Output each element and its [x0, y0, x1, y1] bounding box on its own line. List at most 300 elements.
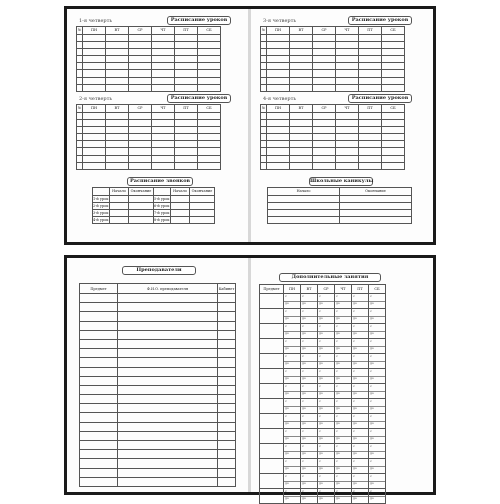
table-row [80, 367, 236, 376]
table-cell [83, 112, 106, 119]
table-cell [83, 34, 106, 41]
from-mark: с [285, 473, 287, 478]
time-range-marks [318, 324, 334, 338]
table-cell [129, 77, 152, 84]
table-cell [382, 84, 405, 91]
time-range-marks [335, 399, 351, 413]
table-cell [336, 162, 359, 169]
table-row [260, 414, 386, 429]
table-cell [198, 155, 221, 162]
teachers-title: Преподаватели [122, 266, 196, 275]
table-cell [218, 339, 236, 348]
table-cell [190, 209, 215, 216]
table-cell: СР [313, 105, 336, 113]
from-mark: с [353, 323, 355, 328]
table-cell [336, 70, 359, 77]
table-cell [152, 48, 175, 55]
table-cell [260, 414, 284, 429]
to-mark: до [353, 316, 357, 320]
table-cell [218, 321, 236, 330]
table-cell [83, 134, 106, 141]
from-mark: с [336, 398, 338, 403]
table-cell [359, 148, 382, 155]
table-cell: СР [313, 27, 336, 35]
table-header-row [261, 27, 405, 35]
time-range-marks [318, 339, 334, 353]
table-cell [175, 77, 198, 84]
time-range-marks [318, 309, 334, 323]
grid [92, 187, 215, 224]
table-cell [359, 112, 382, 119]
table-cell [106, 155, 129, 162]
time-range-marks [352, 399, 368, 413]
table-cell [198, 126, 221, 133]
table-cell [118, 468, 218, 477]
time-range-marks [301, 294, 317, 308]
table-row [77, 134, 221, 141]
from-mark: с [319, 353, 321, 358]
extra-title: Дополнительные занятия [279, 273, 381, 282]
time-range-marks [335, 384, 351, 398]
table-cell [83, 41, 106, 48]
from-mark: с [302, 353, 304, 358]
schedule-page-left [67, 9, 249, 242]
table-row [261, 112, 405, 119]
table-cell [175, 162, 198, 169]
schedule-table-2 [76, 104, 221, 170]
time-range-marks [335, 414, 351, 428]
time-range-marks [352, 354, 368, 368]
table-cell [267, 63, 290, 70]
table-cell [336, 41, 359, 48]
from-mark: с [336, 353, 338, 358]
table-cell [268, 209, 340, 216]
table-row [261, 34, 405, 41]
grid [76, 104, 221, 170]
table-cell [313, 77, 336, 84]
table-cell [129, 41, 152, 48]
table-cell [313, 134, 336, 141]
table-cell [313, 112, 336, 119]
time-range-marks [301, 429, 317, 443]
table-cell [171, 217, 190, 224]
to-mark: до [319, 481, 323, 485]
table-cell [359, 70, 382, 77]
table-cell [80, 431, 118, 440]
table-cell: ВТ [301, 285, 318, 294]
table-cell [352, 369, 369, 384]
time-range-marks [318, 369, 334, 383]
table-cell [80, 404, 118, 413]
time-range-marks [369, 489, 385, 503]
time-range-marks [352, 429, 368, 443]
table-cell [198, 134, 221, 141]
from-mark: с [285, 428, 287, 433]
table-cell [359, 84, 382, 91]
table-row [260, 369, 386, 384]
table-cell [268, 217, 340, 224]
table-cell [382, 155, 405, 162]
table-cell [335, 489, 352, 504]
table-cell: СР [318, 285, 335, 294]
table-cell [129, 126, 152, 133]
from-mark: с [370, 488, 372, 493]
from-mark: с [302, 473, 304, 478]
table-cell [80, 468, 118, 477]
quarter-label-3: 3-я четверть [263, 18, 297, 24]
table-cell [260, 339, 284, 354]
from-mark: с [353, 293, 355, 298]
table-cell [382, 148, 405, 155]
table-row [260, 429, 386, 444]
table-cell [284, 294, 301, 309]
table-cell [352, 309, 369, 324]
table-cell [260, 489, 284, 504]
table-cell [198, 162, 221, 169]
table-cell: Ф.И.О. преподавателя [118, 284, 218, 294]
schedule-title-4: Расписание уроков [348, 94, 412, 103]
table-cell [352, 474, 369, 489]
table-cell [118, 376, 218, 385]
table-row [80, 312, 236, 321]
from-mark: с [370, 398, 372, 403]
table-cell [369, 444, 386, 459]
table-cell [218, 294, 236, 303]
extra-table [259, 284, 386, 504]
table-cell [301, 459, 318, 474]
time-range-marks [335, 309, 351, 323]
table-cell [340, 202, 412, 209]
table-cell [175, 119, 198, 126]
table-cell [260, 369, 284, 384]
to-mark: до [336, 361, 340, 365]
table-row [77, 112, 221, 119]
table-cell [267, 141, 290, 148]
teachers-table [79, 283, 236, 487]
table-cell [369, 489, 386, 504]
table-cell [267, 112, 290, 119]
table-cell [335, 339, 352, 354]
from-mark: с [302, 428, 304, 433]
from-mark: с [353, 488, 355, 493]
table-cell [267, 148, 290, 155]
table-cell [198, 119, 221, 126]
table-cell [267, 126, 290, 133]
table-row [268, 217, 412, 224]
table-cell [268, 195, 340, 202]
table-cell [129, 34, 152, 41]
table-cell [335, 369, 352, 384]
time-range-marks [301, 474, 317, 488]
from-mark: с [370, 368, 372, 373]
table-cell [352, 294, 369, 309]
table-cell: 5-й урок [154, 196, 170, 201]
table-cell [260, 459, 284, 474]
from-mark: с [353, 338, 355, 343]
table-cell [198, 34, 221, 41]
table-cell [218, 367, 236, 376]
to-mark: до [319, 391, 323, 395]
to-mark: до [336, 481, 340, 485]
time-range-marks [335, 339, 351, 353]
table-cell [284, 324, 301, 339]
from-mark: с [336, 338, 338, 343]
table-cell [190, 195, 215, 202]
time-range-marks [352, 474, 368, 488]
table-cell: 6-й урок [154, 203, 170, 208]
table-cell [154, 188, 171, 196]
table-cell [80, 303, 118, 312]
table-cell [198, 41, 221, 48]
quarter-label-2: 2-я четверть [79, 96, 113, 102]
table-cell: СБ [382, 27, 405, 35]
table-cell [335, 354, 352, 369]
time-range-marks [318, 384, 334, 398]
from-mark: с [319, 323, 321, 328]
to-mark: до [370, 466, 374, 470]
table-cell [369, 429, 386, 444]
table-cell [218, 330, 236, 339]
table-cell [382, 77, 405, 84]
table-cell [313, 155, 336, 162]
table-cell [118, 303, 218, 312]
table-cell: ВТ [106, 27, 129, 35]
time-range-marks [352, 324, 368, 338]
from-mark: с [353, 413, 355, 418]
time-range-marks [284, 384, 300, 398]
time-range-marks [301, 339, 317, 353]
time-range-marks [318, 474, 334, 488]
table-cell [318, 354, 335, 369]
table-cell [369, 309, 386, 324]
table-cell [218, 468, 236, 477]
table-cell [336, 77, 359, 84]
from-mark: с [370, 428, 372, 433]
table-cell: ПН [284, 285, 301, 294]
schedule-title-2: Расписание уроков [167, 94, 231, 103]
table-cell [284, 339, 301, 354]
table-cell [175, 34, 198, 41]
table-cell [83, 119, 106, 126]
from-mark: с [302, 398, 304, 403]
table-cell [359, 77, 382, 84]
to-mark: до [353, 481, 357, 485]
table-cell [129, 48, 152, 55]
table-cell [198, 148, 221, 155]
table-cell: 7-й урок [154, 210, 170, 215]
table-cell [267, 162, 290, 169]
table-cell [352, 324, 369, 339]
to-mark: до [302, 466, 306, 470]
table-row [261, 119, 405, 126]
table-cell [335, 444, 352, 459]
table-cell: ВТ [106, 105, 129, 113]
table-cell [301, 429, 318, 444]
table-cell [129, 162, 152, 169]
bottom-spread [64, 255, 436, 500]
holidays-table [267, 187, 412, 224]
from-mark: с [353, 458, 355, 463]
table-cell [152, 155, 175, 162]
table-cell [260, 399, 284, 414]
table-cell [129, 217, 154, 224]
table-row [261, 155, 405, 162]
table-cell: № [261, 28, 266, 33]
table-cell [80, 321, 118, 330]
table-cell [175, 148, 198, 155]
time-range-marks [369, 309, 385, 323]
table-cell: ПТ [175, 27, 198, 35]
table-cell [359, 34, 382, 41]
table-cell: ПТ [359, 27, 382, 35]
table-cell [218, 385, 236, 394]
to-mark: до [302, 301, 306, 305]
table-cell [382, 141, 405, 148]
table-cell [267, 70, 290, 77]
to-mark: до [319, 421, 323, 425]
table-cell [175, 155, 198, 162]
table-cell [335, 459, 352, 474]
to-mark: до [336, 406, 340, 410]
table-cell [83, 63, 106, 70]
table-cell [290, 112, 313, 119]
table-row [77, 126, 221, 133]
table-cell [290, 134, 313, 141]
table-cell: ПН [83, 27, 106, 35]
time-range-marks [369, 459, 385, 473]
time-range-marks [352, 444, 368, 458]
from-mark: с [302, 293, 304, 298]
table-cell [290, 56, 313, 63]
table-cell [382, 63, 405, 70]
table-cell: Окончание [129, 188, 154, 196]
table-cell [118, 431, 218, 440]
table-cell [284, 459, 301, 474]
from-mark: с [336, 323, 338, 328]
table-cell [335, 294, 352, 309]
table-row [80, 376, 236, 385]
table-cell [106, 34, 129, 41]
to-mark: до [285, 406, 289, 410]
table-cell [83, 48, 106, 55]
table-cell [198, 70, 221, 77]
to-mark: до [353, 301, 357, 305]
table-cell [382, 126, 405, 133]
time-range-marks [318, 429, 334, 443]
table-cell [106, 77, 129, 84]
table-cell [284, 399, 301, 414]
table-cell [352, 339, 369, 354]
table-cell [318, 309, 335, 324]
to-mark: до [370, 391, 374, 395]
table-cell [80, 413, 118, 422]
grid [259, 284, 386, 504]
table-cell [318, 339, 335, 354]
from-mark: с [353, 308, 355, 313]
table-row [260, 384, 386, 399]
to-mark: до [370, 451, 374, 455]
from-mark: с [336, 443, 338, 448]
table-row [260, 309, 386, 324]
table-cell [313, 84, 336, 91]
table-cell: ЧТ [336, 27, 359, 35]
table-cell [336, 126, 359, 133]
table-cell [152, 56, 175, 63]
table-cell [352, 429, 369, 444]
table-cell: ЧТ [152, 105, 175, 113]
table-row [80, 349, 236, 358]
table-cell [382, 34, 405, 41]
time-range-marks [318, 294, 334, 308]
from-mark: с [319, 338, 321, 343]
table-cell [313, 162, 336, 169]
from-mark: с [302, 368, 304, 373]
time-range-marks [335, 429, 351, 443]
top-spread [64, 6, 436, 245]
table-cell [382, 70, 405, 77]
from-mark: с [353, 473, 355, 478]
to-mark: до [285, 301, 289, 305]
table-cell [267, 119, 290, 126]
from-mark: с [370, 473, 372, 478]
table-cell: ЧТ [152, 27, 175, 35]
table-cell: ПН [267, 105, 290, 113]
table-cell [83, 141, 106, 148]
table-row [260, 324, 386, 339]
table-row [261, 70, 405, 77]
schedule-title-1: Расписание уроков [167, 16, 231, 25]
table-cell: Окончание [340, 188, 412, 196]
extra-page [251, 258, 433, 500]
from-mark: с [319, 383, 321, 388]
table-cell [359, 162, 382, 169]
table-cell [290, 162, 313, 169]
time-range-marks [301, 354, 317, 368]
time-range-marks [284, 354, 300, 368]
table-cell [313, 56, 336, 63]
table-cell: 8-й урок [154, 218, 170, 223]
table-cell [129, 112, 152, 119]
to-mark: до [336, 436, 340, 440]
time-range-marks [318, 444, 334, 458]
bells-title: Расписание звонков [127, 177, 193, 186]
from-mark: с [336, 383, 338, 388]
table-cell [129, 84, 152, 91]
table-cell [369, 414, 386, 429]
table-cell [382, 119, 405, 126]
table-cell [290, 77, 313, 84]
grid [76, 26, 221, 92]
to-mark: до [319, 301, 323, 305]
table-cell [335, 384, 352, 399]
table-cell [301, 489, 318, 504]
table-cell [198, 48, 221, 55]
table-row [77, 63, 221, 70]
table-row [261, 63, 405, 70]
table-cell [129, 141, 152, 148]
table-cell [359, 155, 382, 162]
table-row [80, 294, 236, 303]
to-mark: до [336, 421, 340, 425]
table-cell [301, 414, 318, 429]
time-range-marks [284, 369, 300, 383]
table-cell: СБ [382, 105, 405, 113]
from-mark: с [370, 458, 372, 463]
table-cell [301, 384, 318, 399]
table-cell [106, 41, 129, 48]
time-range-marks [284, 324, 300, 338]
table-cell [336, 134, 359, 141]
